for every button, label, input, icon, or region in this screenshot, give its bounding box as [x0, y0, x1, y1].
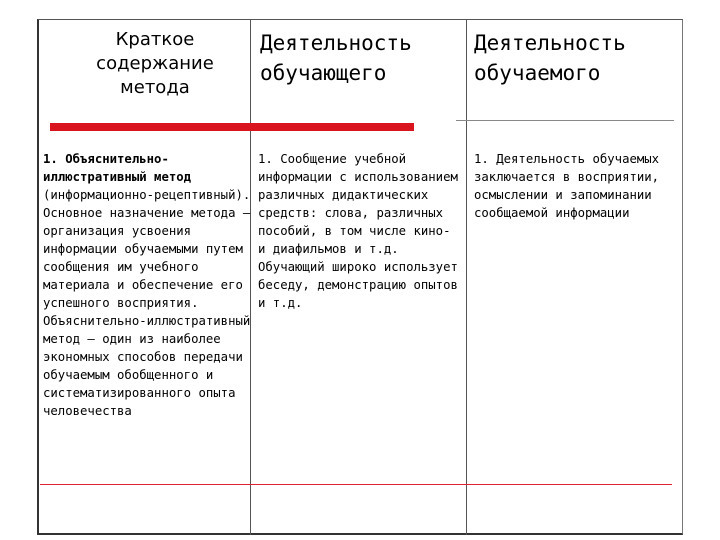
cell-teacher-activity: 1. Сообщение учебной информации с использованием различных дидактических средств: слова, различных пособий, в том числе кино- и диафильмов и т.д. Обучающий широко использует беседу, демонстрацию опытов и т.д.: [258, 152, 458, 310]
cell-method-summary: [43, 150, 253, 420]
method-name: 1. Объяснительно-иллюстративный метод: [43, 152, 192, 184]
header-summary: Краткое содержание метода: [96, 29, 214, 98]
bottom-accent-line: [40, 484, 672, 485]
column-divider-2: [466, 19, 467, 535]
header-separator-line: [456, 120, 674, 121]
header-accent-bar: [50, 123, 414, 131]
header-student-activity: Деятельность обучаемого: [474, 31, 626, 85]
cell-student-activity: 1. Деятельность обучаемых заключается в восприятии, осмыслении и запоминании сообщаемой информации: [474, 152, 660, 220]
header-teacher-activity: Деятельность обучающего: [260, 31, 412, 85]
method-description: (информационно-рецептивный). Основное назначение метода — организация усвоения информации обучаемыми путем сообщения им учебного материала и обеспечение его успешного восприятия. Объяснительно-иллюстративный метод — один из наиболее экономных способов передачи обучаемым обобщенного и систематизированного опыта человечества: [43, 188, 251, 418]
